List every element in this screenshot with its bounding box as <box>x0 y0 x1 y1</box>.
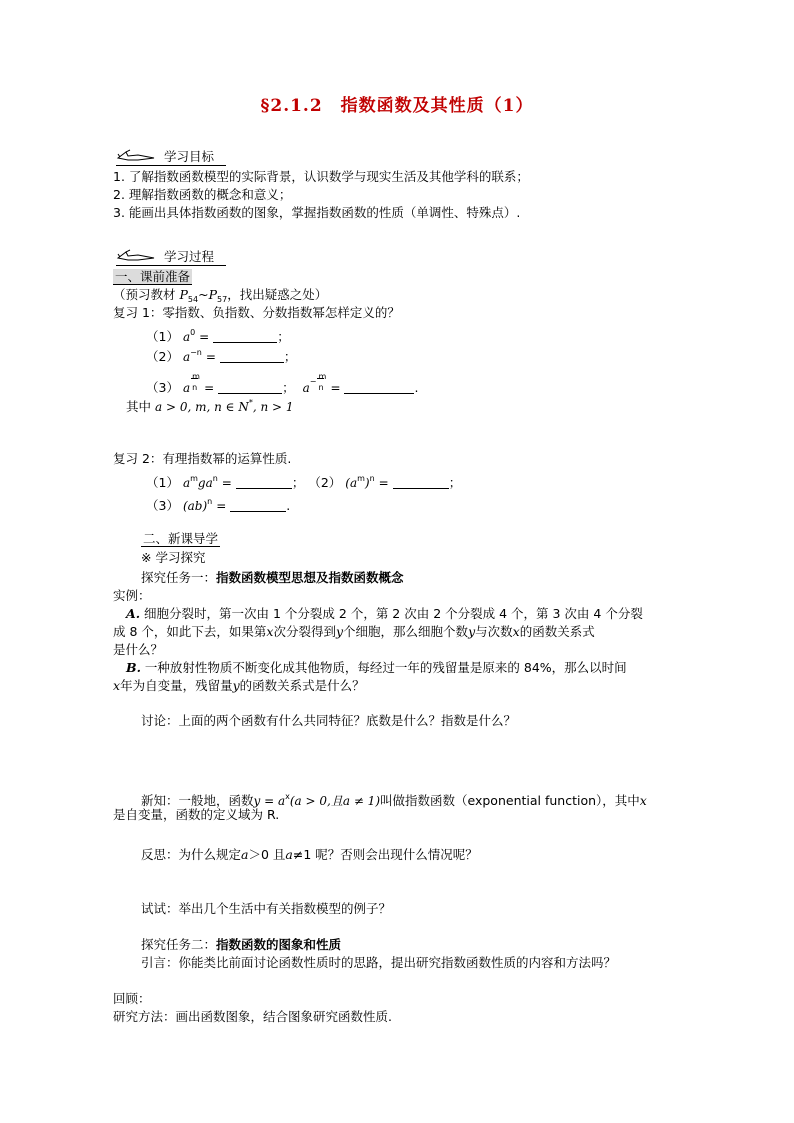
preview-line: （预习教材 $P_{54}\sim P_{57}$，找出疑惑之处） <box>113 287 328 304</box>
review2-item-3: （3） (ab)$^n$ = . <box>146 497 291 513</box>
discussion-question: 讨论：上面的两个函数有什么共同特征？底数是什么？指数是什么？ <box>141 713 517 728</box>
review1-question: 复习 1：零指数、负指数、分数指数幂怎样定义的？ <box>113 305 400 320</box>
task2-heading: 探究任务二：指数函数的图象和性质 <box>141 937 342 952</box>
new-knowledge-line-2: 是自变量，函数的定义域为 R. <box>113 807 280 822</box>
try-question: 试试：举出几个生活中有关指数模型的例子？ <box>141 901 392 916</box>
answer-blank[interactable] <box>218 381 282 394</box>
review2-items-1-2: （1） $a^mga^n$ = ； （2） $(a^m)^n$ = ； <box>146 474 462 490</box>
example-a-line-2: 成 8 个，如此下去，如果第x次分裂得到y个细胞，那么细胞个数y与次数x的函数关系式 <box>113 624 595 639</box>
recall-label: 回顾： <box>113 991 151 1006</box>
example-a-line-3: 是什么？ <box>113 642 164 657</box>
bird-icon <box>116 249 156 263</box>
answer-blank[interactable] <box>344 381 414 394</box>
review1-item-1: （1） $a^0$ = ； <box>146 328 290 344</box>
explore-heading: ※ 学习探究 <box>141 550 206 565</box>
intro-question: 引言：你能类比前面讨论函数性质时的思路，提出研究指数函数性质的内容和方法吗？ <box>141 955 617 970</box>
example-a-line-1: A. 细胞分裂时，第一次由 1 个分裂成 2 个，第 2 次由 2 个分裂成 4 个，第 3 次由 4 个分裂 <box>126 606 643 621</box>
part2-label: 二、新课导学 <box>143 531 219 546</box>
example-label: 实例： <box>113 588 151 603</box>
process-heading-text: 学习过程 <box>164 249 215 264</box>
bird-icon <box>116 149 156 163</box>
answer-blank[interactable] <box>220 350 284 363</box>
review1-item-3: （3） a m n = ； a− m n = . <box>146 372 419 395</box>
answer-blank[interactable] <box>393 476 449 489</box>
task1-heading: 探究任务一：指数函数模型思想及指数函数概念 <box>141 570 404 585</box>
condition-line: 其中 a > 0, m, n ∈ N*, n > 1 <box>126 398 294 414</box>
example-b-line-1: B. 一种放射性物质不断变化成其他物质，每经过一年的残留量是原来的 84%，那么以时间 <box>126 660 627 675</box>
part2-heading <box>141 530 220 547</box>
answer-blank[interactable] <box>213 330 277 343</box>
part1-label: 一、课前准备 <box>115 269 191 284</box>
reflection-question: 反思：为什么规定a＞0 且a≠1 呢？否则会出现什么情况呢？ <box>141 847 478 862</box>
goal-item: 2. 理解指数函数的概念和意义； <box>113 187 292 202</box>
page-title: §2.1.2 指数函数及其性质（1） <box>260 96 534 116</box>
part1-heading <box>113 268 192 285</box>
review2-question: 复习 2：有理指数幂的运算性质. <box>113 451 292 466</box>
goal-item: 3. 能画出具体指数函数的图象，掌握指数函数的性质（单调性、特殊点）. <box>113 205 521 220</box>
example-b-line-2: x年为自变量，残留量y的函数关系式是什么？ <box>113 678 365 693</box>
goal-item: 1. 了解指数函数模型的实际背景，认识数学与现实生活及其他学科的联系； <box>113 169 529 184</box>
method-text: 研究方法：画出函数图象，结合图象研究函数性质. <box>113 1009 392 1024</box>
goals-heading <box>116 148 236 166</box>
goals-heading-text: 学习目标 <box>164 149 215 164</box>
answer-blank[interactable] <box>230 499 286 512</box>
process-heading <box>116 248 236 266</box>
answer-blank[interactable] <box>236 476 292 489</box>
review1-item-2: （2） $a^{-n}$ = ； <box>146 348 297 364</box>
new-knowledge-line-1: 新知：一般地，函数$y = a^x(a > 0$,且a ≠ 1)叫做指数函数（exponential function），其中x <box>141 792 647 808</box>
